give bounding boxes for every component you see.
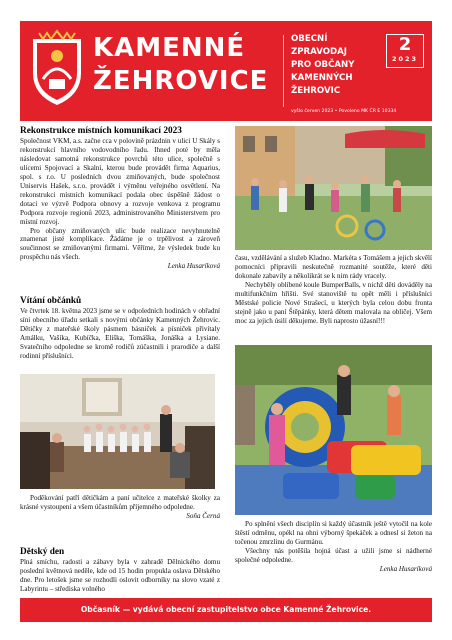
masthead — [20, 21, 432, 121]
issue-number: 2 — [398, 34, 412, 55]
article-childrens-day-body-4: Po splnění všech disciplín si každý účastník ještě vytočil na kole štěstí odměnu, opékl na ohni výborný špekáček a odnesl si žeton na točenou zmrzlinu do Gurmánu. — [235, 520, 432, 546]
article-roads-body-2: Pro občany zmiňovaných ulic bude realizace nevyhnutelně znamenat jisté komplikace. Žádáme je o trpělivost a zároveň součinnost se zmiňovanými firmami. Věříme, že výsledek bude ku prospěchu nás všech. — [20, 226, 220, 262]
tagline-line: ZPRAVODAJ — [291, 47, 348, 57]
coat-of-arms-icon — [29, 29, 85, 107]
article-welcome — [20, 296, 220, 361]
bumperballs-obstacle-photo — [235, 345, 432, 515]
issue-badge — [386, 34, 424, 68]
tagline-line: OBECNÍ — [291, 34, 328, 44]
article-welcome-heading: Vítání občánků — [20, 296, 82, 306]
footer-text: Občasník — vydává obecní zastupitelstvo obce Kamenné Žehrovice. — [80, 605, 372, 614]
masthead-divider — [283, 35, 284, 107]
masthead-title-line2: ŽEHROVICE — [93, 66, 269, 96]
tagline-line: PRO OBČANY — [291, 60, 355, 70]
article-childrens-day-signature: Lenka Husaríková — [379, 564, 432, 573]
footer-bar — [20, 598, 432, 622]
article-childrens-day-body: Plná smíchu, radosti a zábavy byla v zahradě Dělnického domu poslední květnová neděle, kde od 15 hodin propukla oslava Dětského dne. Pro letošek jsme se rozhodli oslovit odborníky na slovo vzaté z Labyrintu – střediska volného — [20, 558, 220, 593]
masthead-tagline — [291, 33, 383, 98]
article-roads — [20, 126, 220, 271]
article-childrens-day-continued-text: času, vzdělávání a služeb Kladno. Markéta s Tomášem a jejich skvělí pomocníci připravili neskutečně rozmanité soutěže, které děti dokonale zabavily a několikrát se k nim rády vracely. — [235, 254, 432, 280]
article-roads-signature: Lenka Husaríková — [167, 262, 220, 271]
publication-info: vyšlo červen 2023 • Povoleno MK ČR E 10334 — [291, 109, 397, 114]
tagline-line: KAMENNÝCH — [291, 73, 353, 83]
welcome-ceremony-photo — [20, 374, 215, 489]
article-welcome-thanks-text: Poděkování patří dětičkám a paní učitelce z mateřské školky za krásné vystoupení a všem účastníkům příjemného odpoledne. — [20, 494, 220, 511]
article-childrens-day-body-3: Nechyběly oblíbené koule BumperBalls, v nichž děti dováděly na multifunkčním hřišti. Své stanoviště tu opět měli i příslušníci Městské policie Nové Strašecí, u kterých byla celou dobu fronta stejně jako u paní Štěpánky, která dětem malovala na obličej. Všem moc za jejich úsilí děkujeme. Byli naprosto úžasní!!! — [235, 280, 432, 325]
article-childrens-day-body-5: Všechny nás potěšila hojná účast a užili jsme si nádherné společné odpoledne. — [235, 546, 432, 564]
childrens-day-garden-photo — [235, 126, 432, 250]
article-childrens-day-closing — [235, 520, 432, 574]
masthead-title-line1: KAMENNÉ — [93, 33, 246, 63]
article-roads-heading: Rekonstrukce místních komunikací 2023 — [20, 126, 182, 136]
article-roads-body: Společnost VKM, a.s. začne cca v polovině prázdnin v ulici U Skály s rekonstrukcí hlavního vodovodního řadu. Ihned poté by měla následovat samotná rekonstrukce povrchů této ulice, společně s ulicemi Spojovací a Skalní, kterou bude provádět firma Aquarius, spol. s r.o. U posledních dvou zmiňovaných, bude společnost Uniservis Hašek, s.r.o. provádět i výměnu veřejného osvětlení. Na rekonstrukci místních komunikací podala obec úspěšně žádost o dotaci ve výzvě Podpora obnovy a rozvoje venkova z programu Podpora rozvoje regionů 2023, administrovaného Ministerstvem pro místní rozvoj. — [20, 137, 220, 226]
article-childrens-day — [20, 547, 220, 594]
article-childrens-day-continued — [235, 254, 432, 326]
article-childrens-day-heading: Dětský den — [20, 547, 65, 557]
article-welcome-body: Ve čtvrtek 18. května 2023 jsme se v odpoledních hodinách v obřadní síni obecního úřadu setkali s novými občánky Kamenných Žehrovic. Dětičky z mateřské školy pásmem básniček a písniček přivítaly Amálku, Vašíka, Kubíčka, Eliška, Tomáška, Jonáška a Lysiane. Svatečního odpoledne se kromě rodičů zúčastnili i prarodiče a další rodinní příslušníci. — [20, 307, 220, 360]
article-welcome-thanks — [20, 494, 220, 521]
tagline-line: ŽEHROVIC — [291, 86, 341, 96]
article-welcome-signature: Soňa Černá — [186, 511, 220, 520]
issue-year: 2023 — [391, 55, 419, 63]
